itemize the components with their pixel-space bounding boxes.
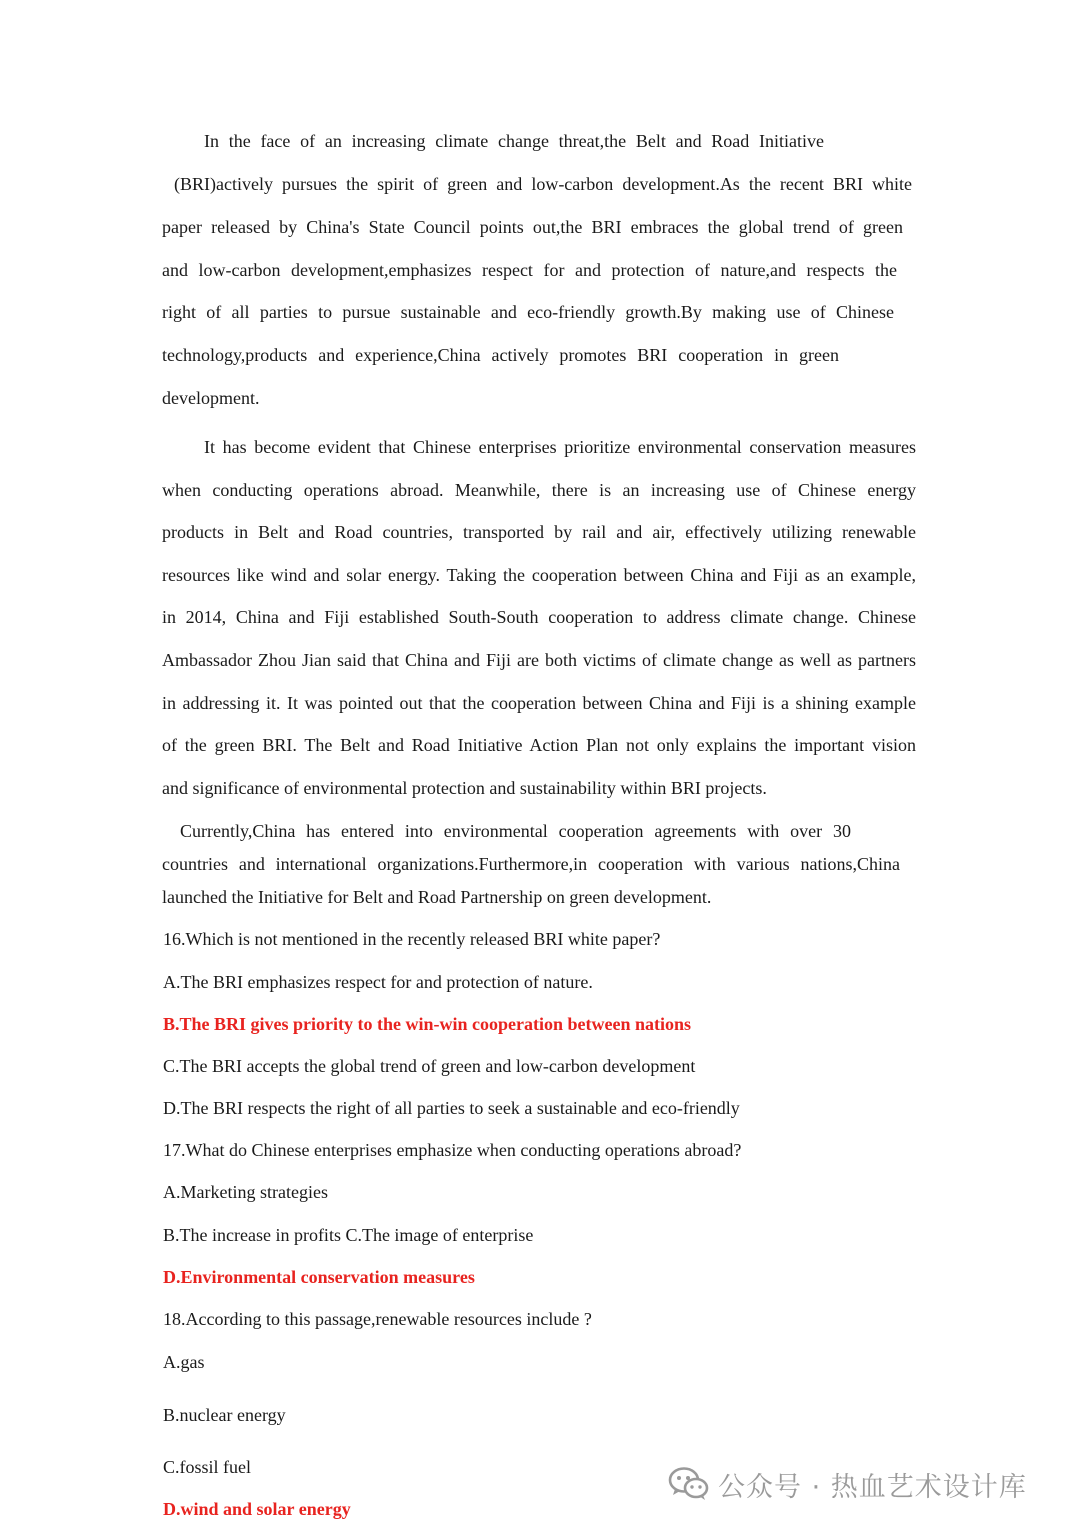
passage-p3-line-3: launched the Initiative for Belt and Road Partnership on green development.	[162, 887, 712, 907]
question-17-option-b-c: B.The increase in profits C.The image of enterprise	[163, 1225, 534, 1245]
question-16-stem: 16.Which is not mentioned in the recently released BRI white paper?	[163, 929, 661, 949]
question-16-option-c: C.The BRI accepts the global trend of green and low-carbon development	[163, 1056, 696, 1076]
passage-p1-line-5: right of all parties to pursue sustainable and eco-friendly growth.By making use of Chinese	[162, 302, 894, 322]
passage-p2-line-5: in 2014, China and Fiji established South-South cooperation to address climate change. Chinese	[162, 607, 916, 627]
question-16-option-a: A.The BRI emphasizes respect for and protection of nature.	[163, 972, 593, 992]
passage-p1-line-2: (BRI)actively pursues the spirit of green and low-carbon development.As the recent BRI white	[174, 174, 912, 194]
question-17-option-a: A.Marketing strategies	[163, 1182, 328, 1202]
passage-p1-line-3: paper released by China's State Council points out,the BRI embraces the global trend of green	[162, 217, 903, 237]
passage-p2-line-4: resources like wind and solar energy. Taking the cooperation between China and Fiji as an example,	[162, 565, 916, 585]
question-18-option-a: A.gas	[163, 1352, 205, 1372]
passage-p2-line-1: It has become evident that Chinese enterprises prioritize environmental conservation measures	[204, 437, 916, 457]
question-16-option-d: D.The BRI respects the right of all parties to seek a sustainable and eco-friendly	[163, 1098, 740, 1118]
passage-p2-line-7: in addressing it. It was pointed out that the cooperation between China and Fiji is a shining example	[162, 693, 916, 713]
passage-p1-line-7: development.	[162, 388, 260, 408]
passage-p2-line-8: of the green BRI. The Belt and Road Initiative Action Plan not only explains the important vision	[162, 735, 916, 755]
watermark-text: 公众号 · 热血艺术设计库	[718, 1471, 1027, 1503]
question-18-option-c: C.fossil fuel	[163, 1457, 251, 1477]
passage-p3-line-1: Currently,China has entered into environmental cooperation agreements with over 30	[180, 821, 851, 841]
watermark	[668, 1462, 1027, 1506]
question-16-option-b-answer: B.The BRI gives priority to the win-win cooperation between nations	[163, 1014, 691, 1034]
question-17-option-d-answer: D.Environmental conservation measures	[163, 1267, 475, 1287]
passage-p3-line-2: countries and international organizations.Furthermore,in cooperation with various nations,China	[162, 854, 900, 874]
passage-p1-line-6: technology,products and experience,China actively promotes BRI cooperation in green	[162, 345, 839, 365]
passage-p2-line-6: Ambassador Zhou Jian said that China and Fiji are both victims of climate change as well as partners	[162, 650, 916, 670]
passage-p1-line-4: and low-carbon development,emphasizes respect for and protection of nature,and respects the	[162, 260, 897, 280]
question-18-option-d-answer: D.wind and solar energy	[163, 1499, 351, 1519]
passage-p2-line-3: products in Belt and Road countries, transported by rail and air, effectively utilizing renewable	[162, 522, 916, 542]
question-17-stem: 17.What do Chinese enterprises emphasize when conducting operations abroad?	[163, 1140, 742, 1160]
passage-p1-line-1: In the face of an increasing climate change threat,the Belt and Road Initiative	[204, 131, 824, 151]
passage-p2-line-9: and significance of environmental protection and sustainability within BRI projects.	[162, 778, 767, 798]
question-18-stem: 18.According to this passage,renewable resources include ?	[163, 1309, 592, 1329]
passage-p2-line-2: when conducting operations abroad. Meanwhile, there is an increasing use of Chinese energy	[162, 480, 916, 500]
wechat-icon	[668, 1466, 710, 1502]
question-18-option-b: B.nuclear energy	[163, 1405, 286, 1425]
